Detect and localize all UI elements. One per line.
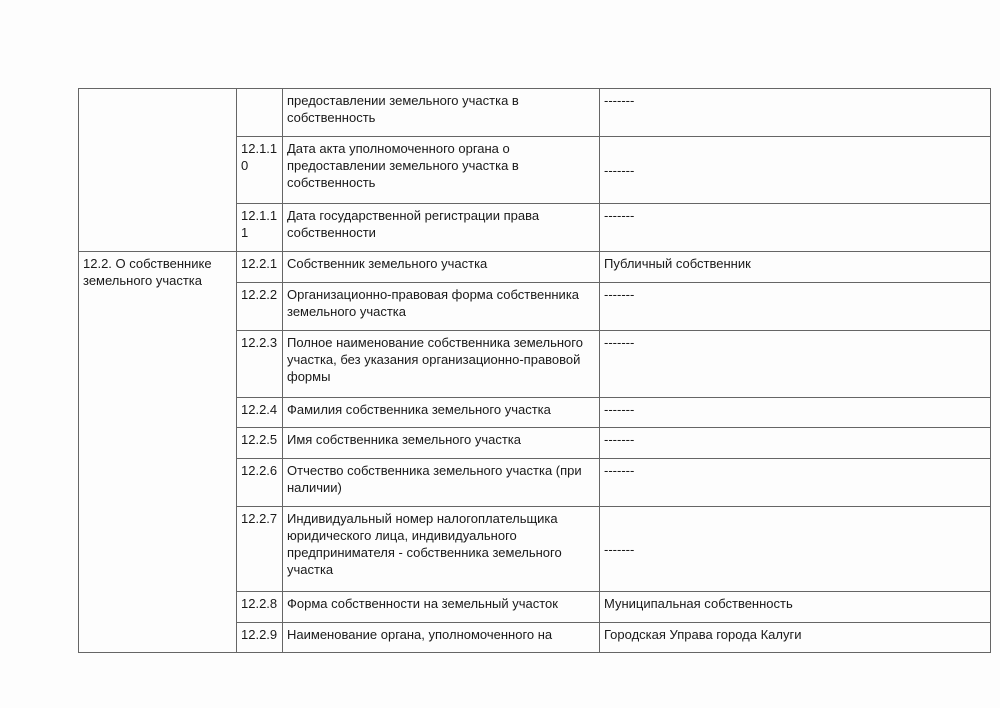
row-number: 12.2.6: [237, 459, 283, 507]
row-value: Публичный собственник: [600, 252, 991, 283]
row-number: 12.1.11: [237, 204, 283, 252]
row-label: Наименование органа, уполномоченного на: [283, 623, 600, 653]
row-label: предоставлении земельного участка в собственность: [283, 89, 600, 137]
row-label: Форма собственности на земельный участок: [283, 592, 600, 623]
row-value: -------: [600, 331, 991, 398]
row-number: 12.2.2: [237, 283, 283, 331]
row-value: -------: [600, 459, 991, 507]
row-value: -------: [600, 507, 991, 592]
row-label: Дата акта уполномоченного органа о предоставлении земельного участка в собственность: [283, 137, 600, 204]
section-cell: 12.2. О собственнике земельного участка: [79, 252, 237, 653]
row-number: [237, 89, 283, 137]
row-number: 12.2.3: [237, 331, 283, 398]
row-label: Индивидуальный номер налогоплательщика юридического лица, индивидуального предпринимателя - собственника земельного участка: [283, 507, 600, 592]
row-value: -------: [600, 398, 991, 428]
row-number: 12.2.8: [237, 592, 283, 623]
row-value: -------: [600, 89, 991, 137]
row-value: Городская Управа города Калуги: [600, 623, 991, 653]
land-plot-table: [78, 88, 991, 653]
row-number: 12.2.1: [237, 252, 283, 283]
row-value: -------: [600, 428, 991, 459]
row-label: Организационно-правовая форма собственника земельного участка: [283, 283, 600, 331]
table-row: [79, 89, 991, 137]
row-label: Отчество собственника земельного участка (при наличии): [283, 459, 600, 507]
row-value: Муниципальная собственность: [600, 592, 991, 623]
row-label: Собственник земельного участка: [283, 252, 600, 283]
row-label: Имя собственника земельного участка: [283, 428, 600, 459]
row-number: 12.2.9: [237, 623, 283, 653]
row-label: Фамилия собственника земельного участка: [283, 398, 600, 428]
row-value: -------: [600, 204, 991, 252]
row-number: 12.2.7: [237, 507, 283, 592]
row-number: 12.2.4: [237, 398, 283, 428]
table-row: [79, 252, 991, 283]
row-label: Полное наименование собственника земельного участка, без указания организационно-правовой формы: [283, 331, 600, 398]
row-value: -------: [600, 137, 991, 204]
section-cell: [79, 89, 237, 252]
row-number: 12.2.5: [237, 428, 283, 459]
row-value: -------: [600, 283, 991, 331]
row-label: Дата государственной регистрации права собственности: [283, 204, 600, 252]
row-number: 12.1.10: [237, 137, 283, 204]
